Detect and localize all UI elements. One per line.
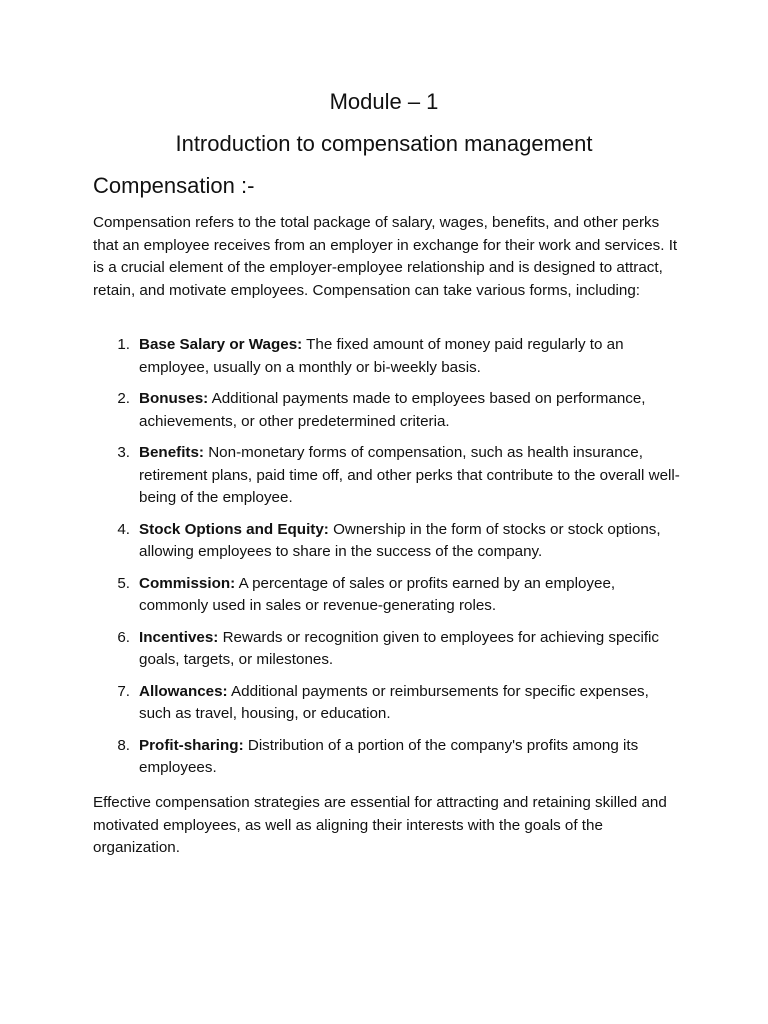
list-item-term: Bonuses: (139, 390, 209, 407)
list-item-number: 2. (117, 390, 130, 407)
list-item-description: Non-monetary forms of compensation, such as health insurance, retirement plans, paid time off, and other perks that contribute to the overall well-being of the employee. (139, 444, 680, 506)
list-item (93, 735, 683, 780)
list-item-number: 3. (117, 444, 130, 461)
list-item (93, 681, 683, 726)
list-item-term: Stock Options and Equity: (139, 520, 329, 538)
compensation-forms-list (93, 334, 683, 789)
closing-paragraph: Effective compensation strategies are essential for attracting and retaining skilled and motivated employees, as well as aligning their interests with the goals of the organization. (93, 794, 667, 856)
list-item-number: 6. (117, 628, 130, 646)
list-item-number: 8. (117, 736, 130, 754)
list-item-description: A percentage of sales or profits earned by an employee, commonly used in sales or revenue-generating roles. (139, 574, 616, 614)
list-item-description: Distribution of a portion of the company's profits among its employees. (139, 736, 639, 776)
list-item-term: Base Salary or Wages: (139, 336, 303, 353)
list-item (93, 573, 683, 618)
list-item (93, 388, 683, 433)
intro-paragraph: Compensation refers to the total package of salary, wages, benefits, and other perks that an employee receives from an employer in exchange for their work and services. It is a crucial element of the employer-employee relationship and is designed to attract, retain, and motivate employees. Compensation can take various forms, including: (93, 214, 678, 299)
list-item-term: Incentives: (139, 628, 219, 646)
section-heading: Compensation :- (93, 173, 255, 198)
list-item-description: The fixed amount of money paid regularly to an employee, usually on a monthly or bi-weekly basis. (139, 336, 624, 376)
list-item-term: Benefits: (139, 444, 204, 461)
module-title: Module – 1 (329, 89, 439, 114)
list-item-number: 1. (117, 336, 130, 353)
topic-title: Introduction to compensation management (175, 131, 593, 156)
list-item (93, 519, 683, 564)
list-item (93, 334, 683, 379)
list-item-description: Rewards or recognition given to employees for achieving specific goals, targets, or milestones. (139, 628, 660, 668)
list-item-description: Additional payments or reimbursements for specific expenses, such as travel, housing, or education. (139, 682, 649, 722)
list-item-description: Ownership in the form of stocks or stock options, allowing employees to share in the success of the company. (139, 520, 661, 560)
list-item-term: Profit-sharing: (139, 736, 244, 754)
list-item-description: Additional payments made to employees based on performance, achievements, or other predetermined criteria. (139, 390, 646, 430)
list-item-number: 5. (117, 574, 130, 592)
list-item-number: 7. (117, 682, 130, 700)
list-item-number: 4. (117, 520, 130, 538)
list-item (93, 442, 683, 510)
list-item-term: Allowances: (139, 682, 228, 700)
list-item (93, 627, 683, 672)
list-item-term: Commission: (139, 574, 236, 592)
